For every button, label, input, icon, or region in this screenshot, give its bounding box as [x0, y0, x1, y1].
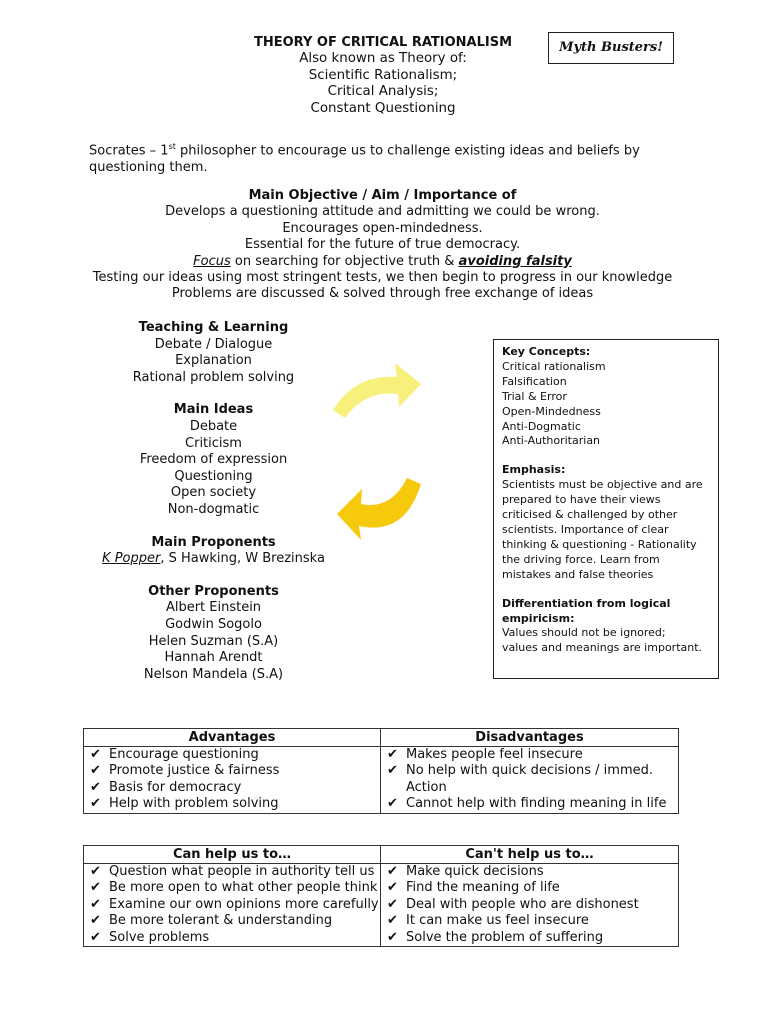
teaching-item: Explanation	[175, 353, 252, 369]
can-help-cell	[84, 864, 381, 947]
list-item	[387, 930, 678, 946]
intro-text-rest: philosopher to encourage us to challenge existing ideas and beliefs by questioning them.	[89, 143, 640, 175]
advantage-text: Promote justice & fairness	[109, 763, 280, 779]
proponent-item: Nelson Mandela (S.A)	[143, 666, 284, 682]
cant-help-text: Find the meaning of life	[406, 880, 560, 896]
myth-busters-badge: Myth Busters!	[548, 32, 674, 64]
list-item	[387, 747, 678, 763]
check-icon: ✔	[90, 880, 101, 896]
objective-line: Essential for the future of true democracy.	[244, 237, 521, 253]
emphasis-line: mistakes and false theories	[502, 567, 654, 581]
proponent-item: Albert Einstein	[165, 600, 262, 616]
list-item	[90, 913, 380, 929]
other-proponents-heading: Other Proponents	[148, 583, 279, 599]
cant-help-text: Solve the problem of suffering	[406, 929, 604, 945]
can-help-text: Solve problems	[109, 929, 210, 945]
check-icon: ✔	[90, 929, 101, 945]
key-concept: Open-Mindedness	[502, 404, 601, 418]
emphasis-line: prepared to have their views	[502, 493, 661, 507]
advantage-text: Help with problem solving	[109, 796, 279, 812]
main-proponents-line	[85, 551, 342, 568]
can-help-header: Can help us to…	[84, 846, 381, 864]
proponent-item: Helen Suzman (S.A)	[148, 633, 279, 649]
emphasis-line: scientists. Importance of clear	[502, 522, 669, 536]
list-item	[90, 880, 380, 896]
emphasis-line: Scientists must be objective and are	[502, 478, 703, 492]
proponent-item: Hannah Arendt	[164, 650, 263, 666]
disadvantage-text: No help with quick decisions / immed.	[406, 763, 653, 779]
main-idea-item: Non-dogmatic	[167, 501, 260, 517]
avoiding-falsity: avoiding falsity	[458, 253, 572, 269]
teaching-heading: Teaching & Learning	[138, 320, 289, 335]
key-concept: Anti-Authoritarian	[502, 434, 601, 448]
emphasis-line: the driving force. Learn from	[502, 552, 660, 566]
focus-word: Focus	[193, 253, 231, 269]
list-item	[387, 897, 678, 913]
main-idea-item: Debate	[189, 418, 238, 434]
table-header-row	[84, 846, 679, 864]
check-icon: ✔	[387, 880, 398, 896]
alias-2: Critical Analysis;	[327, 84, 439, 100]
check-icon: ✔	[387, 763, 398, 779]
proponent-item: Godwin Sogolo	[165, 616, 262, 632]
can-help-text: Examine our own opinions more carefully	[109, 896, 379, 912]
check-icon: ✔	[90, 913, 101, 929]
list-item	[90, 930, 380, 946]
list-item	[387, 796, 678, 812]
main-idea-item: Questioning	[174, 468, 253, 484]
list-item	[90, 747, 380, 763]
cant-help-text: It can make us feel insecure	[406, 913, 589, 929]
list-item	[90, 796, 380, 812]
help-table	[83, 845, 679, 947]
key-concept: Falsification	[502, 374, 567, 388]
check-icon: ✔	[387, 796, 398, 812]
check-icon: ✔	[90, 779, 101, 795]
key-concept: Critical rationalism	[502, 359, 606, 373]
objective-section	[60, 188, 705, 303]
check-icon: ✔	[387, 913, 398, 929]
can-help-text: Be more tolerant & understanding	[109, 913, 333, 929]
list-item	[90, 780, 380, 796]
main-idea-item: Criticism	[185, 435, 242, 451]
advantages-header: Advantages	[84, 729, 381, 747]
advantages-cell	[84, 747, 381, 814]
check-icon: ✔	[387, 896, 398, 912]
objective-focus-line	[60, 254, 705, 270]
intro-text: Socrates – 1	[89, 143, 169, 159]
popper-name: K Popper	[102, 551, 161, 567]
check-icon: ✔	[387, 747, 398, 762]
list-item	[387, 880, 678, 896]
emphasis-heading: Emphasis:	[502, 463, 566, 477]
cycle-arrows	[325, 350, 435, 550]
left-column	[85, 320, 342, 683]
objective-line: Problems are discussed & solved through free exchange of ideas	[171, 286, 594, 302]
intro-sup: st	[168, 142, 176, 151]
can-help-text: Be more open to what other people think	[109, 880, 378, 896]
emphasis-line: thinking & questioning - Rationality	[502, 537, 697, 551]
check-icon: ✔	[90, 796, 101, 812]
objective-line: Testing our ideas using most stringent tests, we then begin to progress in our knowledge	[92, 270, 673, 286]
main-idea-item: Open society	[170, 485, 257, 501]
differentiation-heading: Differentiation from logical	[502, 596, 671, 610]
objective-heading: Main Objective / Aim / Importance of	[248, 188, 517, 203]
socrates-intro	[89, 139, 649, 176]
alias-1: Scientific Rationalism;	[308, 67, 458, 83]
table-header-row	[84, 729, 679, 747]
advantage-text: Basis for democracy	[109, 779, 242, 795]
list-item	[387, 864, 678, 880]
key-concept: Anti-Dogmatic	[502, 419, 581, 433]
main-idea-item: Freedom of expression	[139, 452, 288, 468]
list-item	[387, 763, 678, 779]
key-concepts-heading: Key Concepts:	[502, 345, 591, 358]
list-item-continuation: Action	[406, 779, 447, 795]
list-item	[90, 763, 380, 779]
disadvantages-header: Disadvantages	[381, 729, 679, 747]
advantage-text: Encourage questioning	[109, 747, 259, 762]
check-icon: ✔	[90, 747, 101, 762]
list-item	[90, 864, 380, 880]
list-item	[387, 913, 678, 929]
check-icon: ✔	[90, 896, 101, 912]
arrow-right-icon	[333, 363, 421, 418]
focus-mid: on searching for objective truth &	[230, 253, 459, 269]
cant-help-text: Deal with people who are dishonest	[406, 896, 639, 912]
arrow-left-icon	[337, 478, 421, 540]
list-item	[90, 897, 380, 913]
advantages-table	[83, 728, 679, 814]
alias-3: Constant Questioning	[310, 100, 456, 116]
cant-help-cell	[381, 864, 679, 947]
differentiation-line: values and meanings are important.	[502, 641, 703, 655]
differentiation-heading-cont: empiricism:	[502, 611, 575, 625]
table-row	[84, 864, 679, 947]
emphasis-line: criticised & challenged by other	[502, 508, 678, 522]
document-header	[200, 35, 566, 117]
disadvantages-cell	[381, 747, 679, 814]
disadvantage-text: Makes people feel insecure	[406, 747, 583, 762]
differentiation-line: Values should not be ignored;	[502, 626, 666, 640]
cant-help-header: Can't help us to…	[381, 846, 679, 864]
check-icon: ✔	[90, 763, 101, 779]
disadvantage-text: Cannot help with finding meaning in life	[406, 796, 667, 812]
key-concept: Trial & Error	[502, 389, 567, 403]
check-icon: ✔	[387, 864, 398, 879]
teaching-item: Debate / Dialogue	[154, 336, 273, 352]
aka-line: Also known as Theory of:	[299, 51, 467, 67]
key-concepts-box	[493, 339, 719, 679]
can-help-text: Question what people in authority tell us	[109, 864, 375, 879]
check-icon: ✔	[387, 929, 398, 945]
cant-help-text: Make quick decisions	[406, 864, 544, 879]
teaching-item: Rational problem solving	[132, 369, 295, 385]
check-icon: ✔	[90, 864, 101, 879]
document-title: THEORY OF CRITICAL RATIONALISM	[253, 35, 513, 50]
table-row	[84, 747, 679, 814]
main-ideas-heading: Main Ideas	[173, 402, 254, 418]
main-proponents-heading: Main Proponents	[151, 534, 276, 550]
other-main-proponents: , S Hawking, W Brezinska	[160, 551, 325, 567]
objective-line: Encourages open-mindedness.	[282, 220, 483, 236]
objective-line: Develops a questioning attitude and admitting we could be wrong.	[165, 204, 600, 220]
